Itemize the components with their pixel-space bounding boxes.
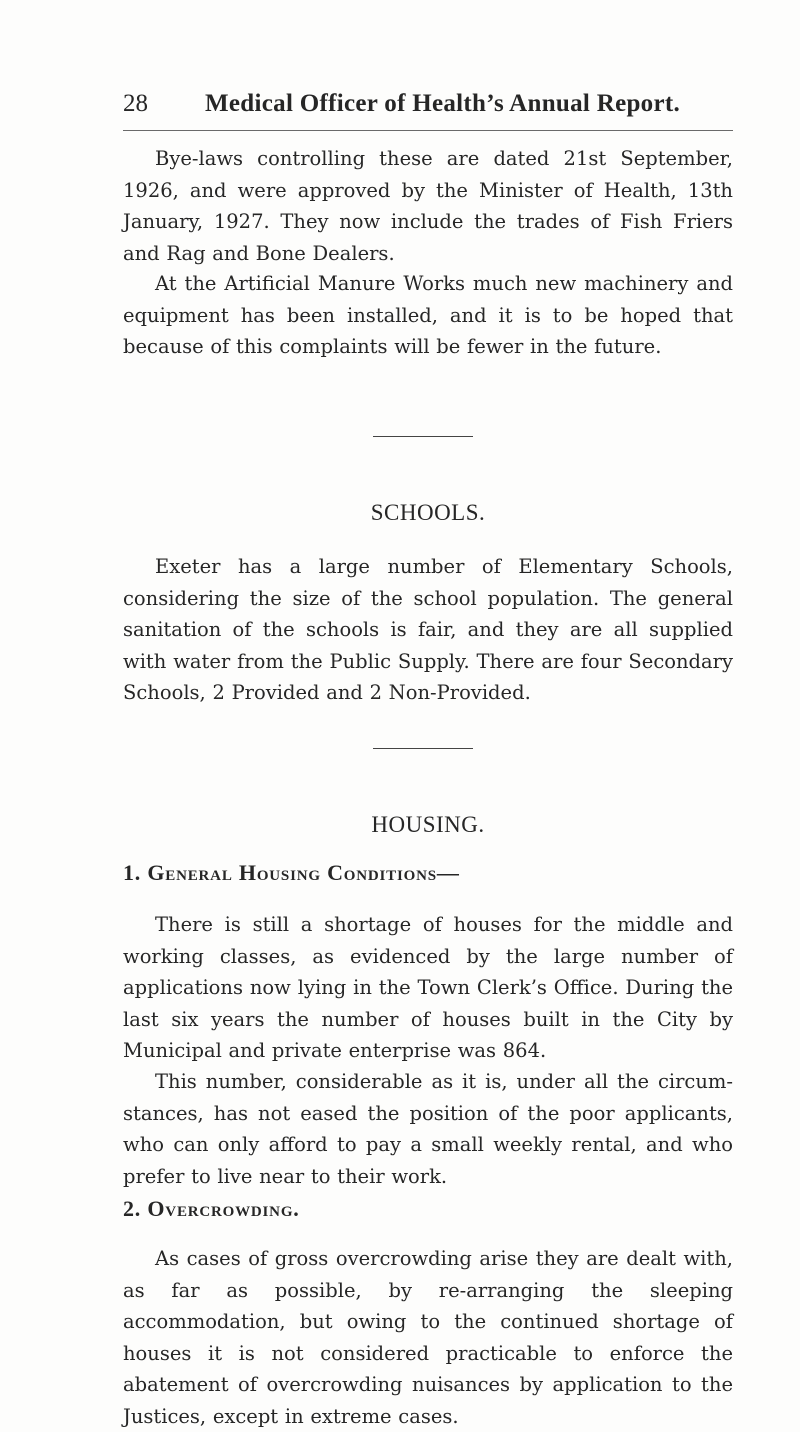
paragraph-manure-works: At the Artificial Manure Works much new machinery and equipment has been installed, and it is to be hoped that because of this complaints will be fewer in the future. bbox=[123, 272, 733, 358]
paragraph-byelaws: Bye-laws controlling these are dated 21st September, 1926, and were approved by the Minister of Health, 13th January, 1927. They now include the trades of Fish Friers and Rag and Bone Dealers. bbox=[123, 147, 733, 265]
section-heading-housing: HOUSING. bbox=[371, 812, 485, 837]
page-number: 28 bbox=[123, 90, 148, 117]
subheading-general-housing: 1. General Housing Conditions— bbox=[123, 860, 460, 885]
paragraph-schools: Exeter has a large number of Elementary Schools, considering the size of the school population. The general sanitation of the schools is fair, and they are all supplied with water from the Public Supply. There are four Secondary Schools, 2 Provided and 2 Non-Provided. bbox=[123, 555, 733, 704]
subheading-overcrowding: 2. Overcrowding. bbox=[123, 1196, 300, 1221]
paragraph-housing-shortage: There is still a shortage of houses for the middle and working classes, as evidenced by the large number of applications now lying in the Town Clerk’s Office. During the last six years the number of houses built in the City by Municipal and private enterprise was 864. bbox=[123, 913, 733, 1062]
paragraph-housing-position: This number, considerable as it is, under all the circumstances, has not eased the position of the poor applicants, who can only afford to pay a small weekly rental, and who prefer to live near to their work. bbox=[123, 1070, 733, 1188]
section-divider bbox=[373, 436, 473, 437]
section-divider bbox=[373, 748, 473, 749]
section-heading-schools: SCHOOLS. bbox=[370, 500, 486, 525]
paragraph-overcrowding: As cases of gross overcrowding arise they are dealt with, as far as possible, by re-arranging the sleeping accommodation, but owing to the continued shortage of houses it is not considered practicable to enforce the abatement of overcrowding nuisances by application to the Justices, except in extreme cases. bbox=[123, 1247, 733, 1428]
running-title: Medical Officer of Health’s Annual Report. bbox=[205, 90, 681, 117]
page-header bbox=[123, 90, 733, 131]
